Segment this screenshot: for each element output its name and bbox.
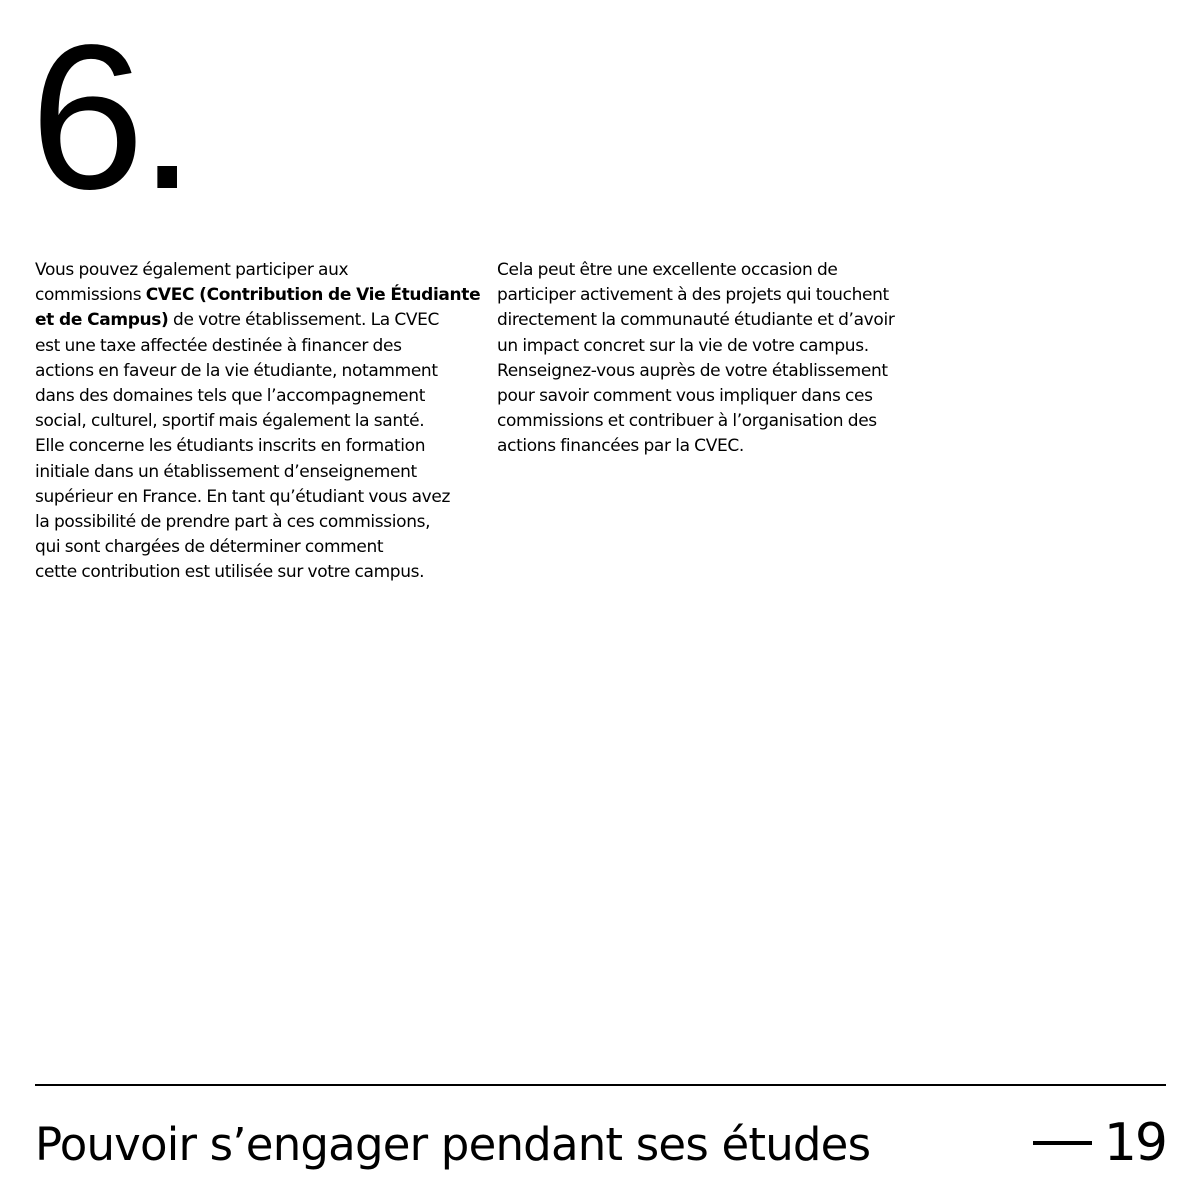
paragraph-line: est une taxe affectée destinée à financer des	[35, 335, 402, 356]
paragraph-line: commissions CVEC (Contribution de Vie Étudiante	[35, 285, 481, 306]
cvec-bold-text: CVEC (Contribution de Vie Étudiante	[145, 285, 481, 306]
paragraph-line: cette contribution est utilisée sur votre campus.	[35, 562, 425, 583]
paragraph-line: commissions et contribuer à l’organisation des	[497, 411, 877, 432]
paragraph-line: pour savoir comment vous impliquer dans ces	[497, 386, 873, 407]
paragraph-line: dans des domaines tels que l’accompagnement	[35, 386, 426, 407]
paragraph-line: Elle concerne les étudiants inscrits en formation	[35, 436, 426, 457]
cvec-bold-text: et de Campus)	[35, 310, 169, 331]
paragraph-line: actions financées par la CVEC.	[497, 436, 744, 457]
paragraph-line: un impact concret sur la vie de votre campus.	[497, 335, 869, 356]
left-column-text	[35, 258, 481, 586]
page-number-value: 19	[1103, 1113, 1166, 1173]
footer-divider	[35, 1084, 1166, 1086]
paragraph-line: initiale dans un établissement d’enseignement	[35, 461, 417, 482]
paragraph-line: directement la communauté étudiante et d’avoir	[497, 310, 895, 331]
paragraph-line: Cela peut être une excellente occasion de	[497, 260, 838, 280]
paragraph-line: supérieur en France. En tant qu’étudiant vous avez	[35, 486, 451, 507]
paragraph-line: Vous pouvez également participer aux	[35, 260, 349, 280]
section-number: 6.	[30, 2, 190, 232]
paragraph-line: la possibilité de prendre part à ces commissions,	[35, 512, 431, 533]
page-number	[1033, 1112, 1166, 1174]
paragraph-line: actions en faveur de la vie étudiante, notamment	[35, 360, 438, 381]
em-dash-decoration	[1033, 1141, 1092, 1145]
right-column-text	[497, 258, 937, 460]
paragraph-line: Renseignez-vous auprès de votre établissement	[497, 360, 888, 381]
paragraph-line: social, culturel, sportif mais également la santé.	[35, 411, 425, 432]
paragraph-line: qui sont chargées de déterminer comment	[35, 537, 384, 558]
paragraph-line: participer activement à des projets qui touchent	[497, 285, 889, 306]
footer-title: Pouvoir s’engager pendant ses études	[35, 1118, 871, 1171]
paragraph-line: et de Campus) de votre établissement. La CVEC	[35, 310, 440, 331]
